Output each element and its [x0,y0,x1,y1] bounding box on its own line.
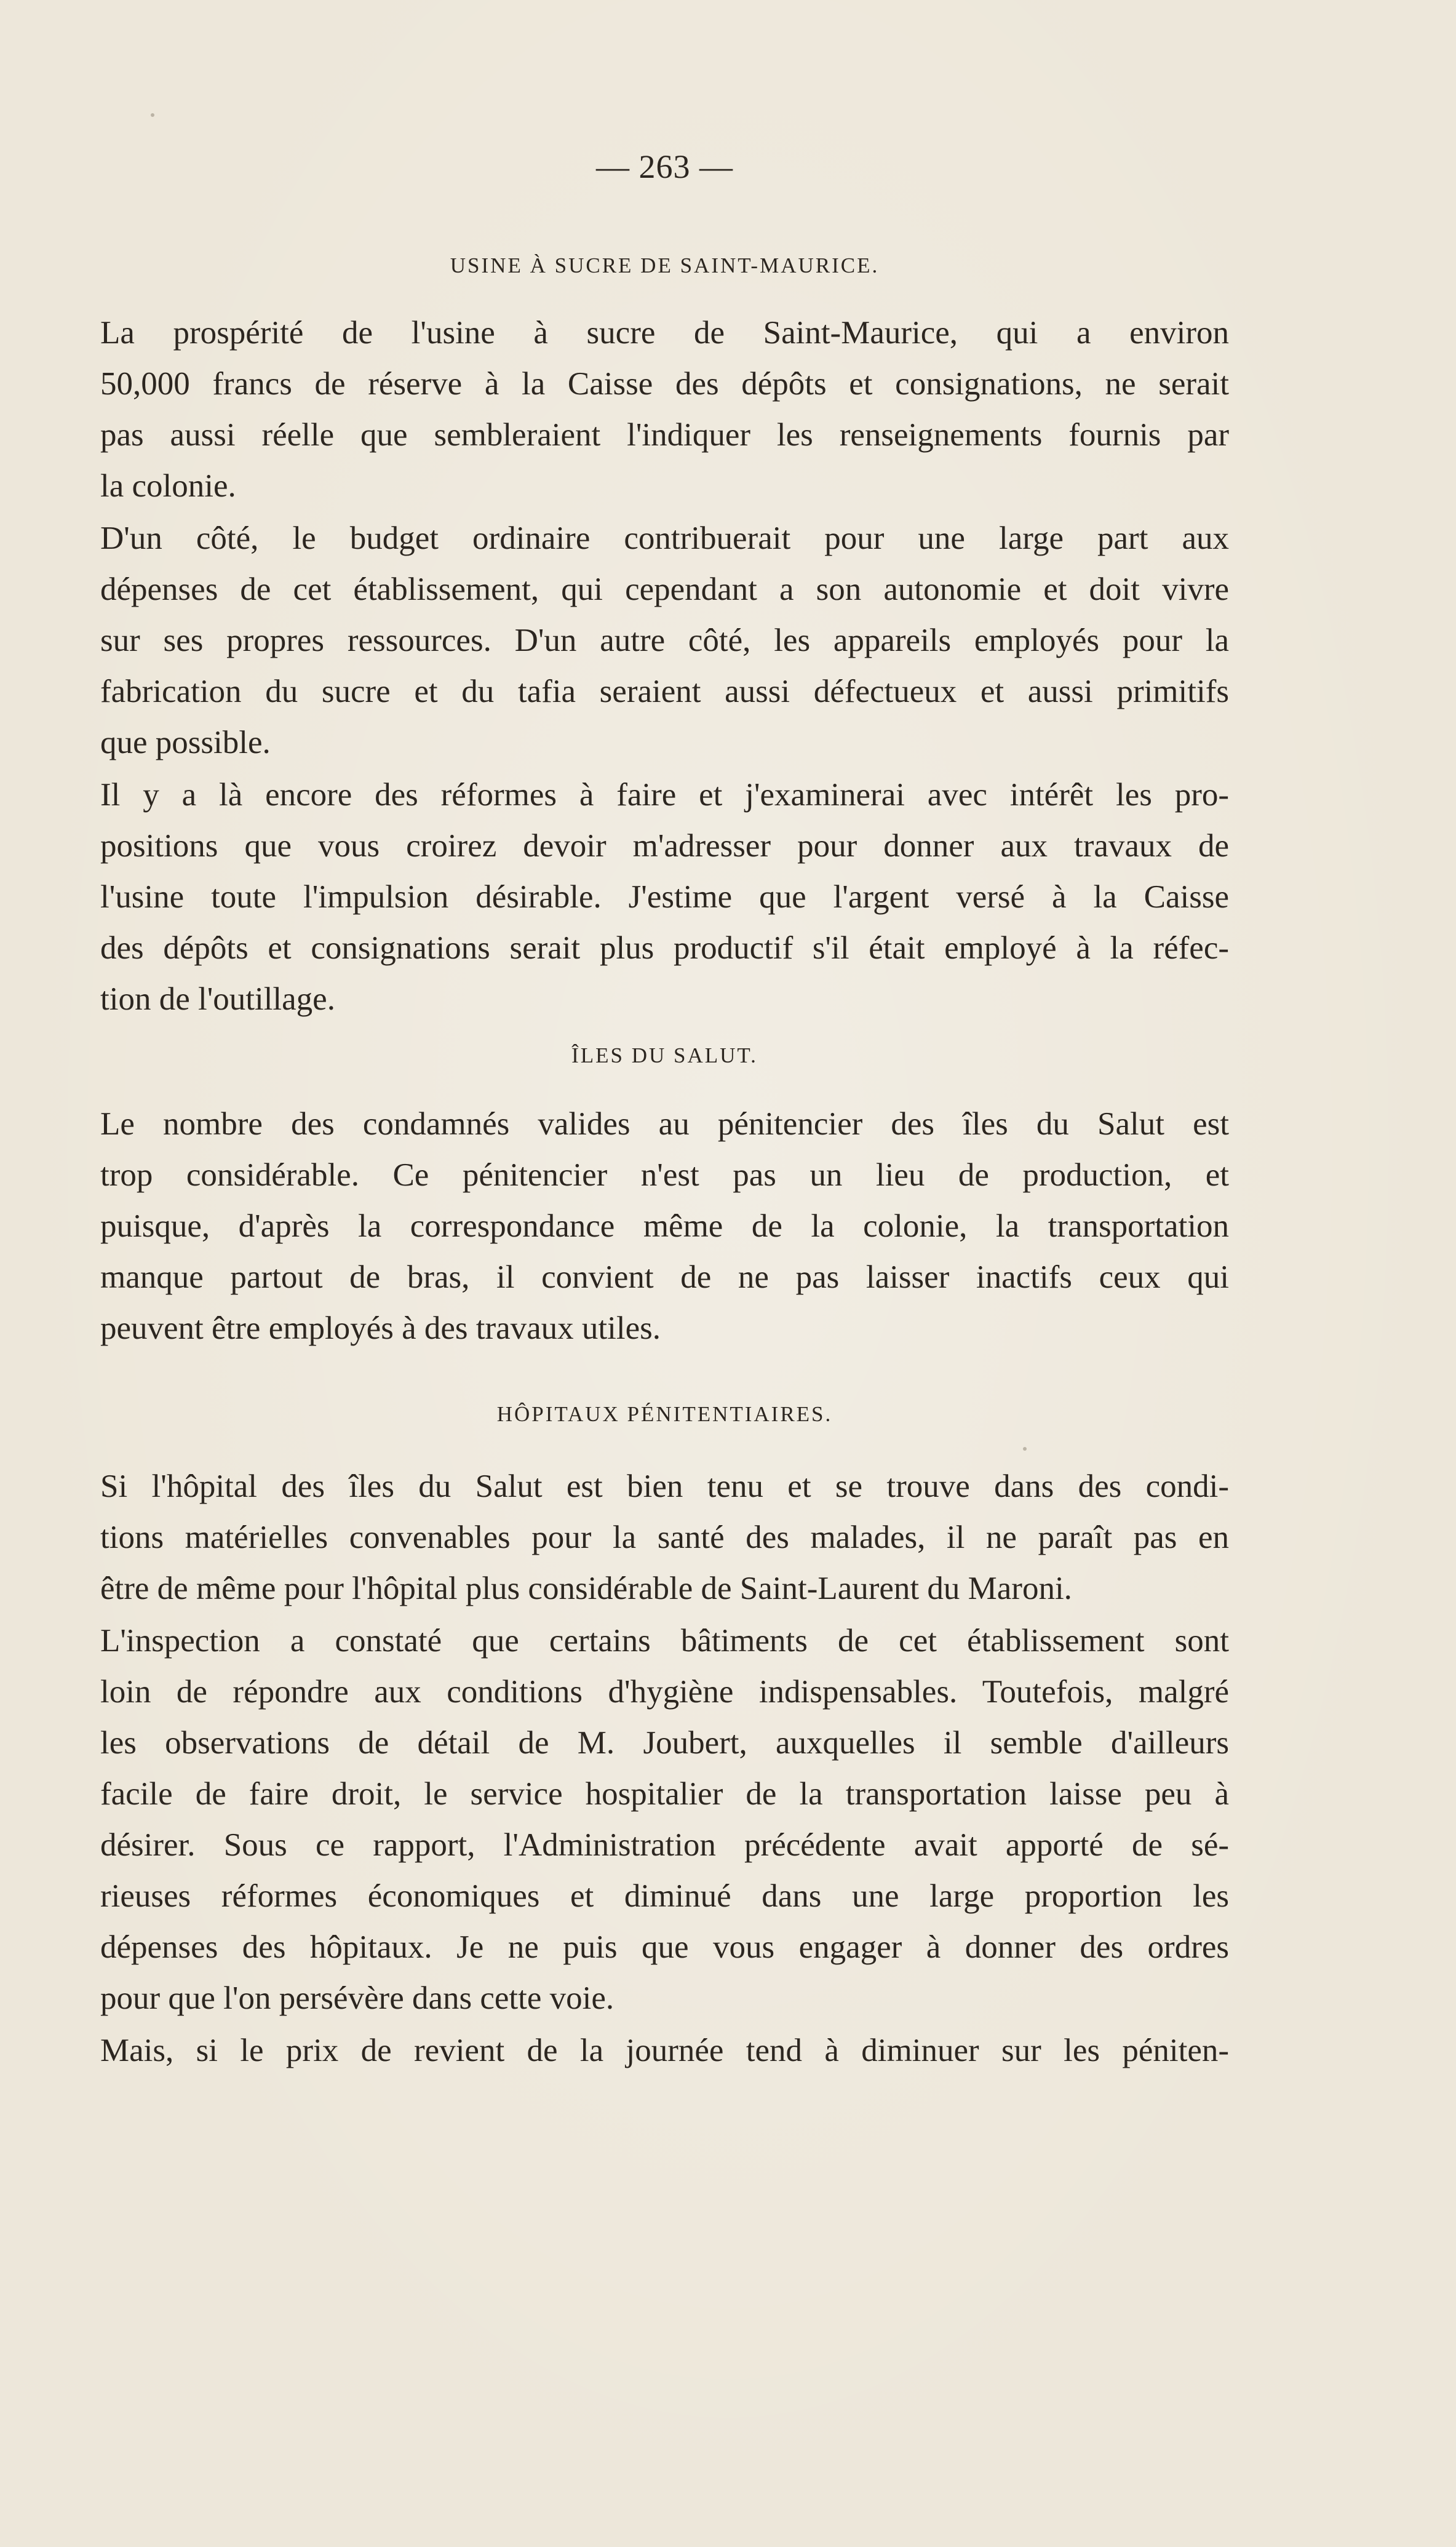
text-line: Mais, si le prix de revient de la journée tend à diminuer sur les péniten- [100,2033,1229,2068]
text-line: pas aussi réelle que sembleraient l'indiquer les renseignements fournis par [100,417,1229,453]
text-line: manque partout de bras, il convient de ne pas laisser inactifs ceux qui [100,1259,1229,1295]
text-line: que possible. [100,725,271,760]
page-content [100,148,1229,2076]
text-line: désirer. Sous ce rapport, l'Administration précédente avait apporté de sé- [100,1827,1229,1863]
paragraph [100,1616,1229,2024]
text-line: des dépôts et consignations serait plus productif s'il était employé à la réfec- [100,930,1229,966]
text-line: D'un côté, le budget ordinaire contribuerait pour une large part aux [100,520,1229,556]
text-line: être de même pour l'hôpital plus considérable de Saint-Laurent du Maroni. [100,1571,1072,1606]
paragraph [100,1461,1229,1614]
text-line: L'inspection a constaté que certains bâtiments de cet établissement sont [100,1623,1229,1659]
text-line: positions que vous croirez devoir m'adresser pour donner aux travaux de [100,828,1229,864]
section-title-hopitaux: HÔPITAUX PÉNITENTIAIRES. [496,1402,833,1426]
text-line: dépenses de cet établissement, qui cependant a son autonomie et doit vivre [100,572,1229,607]
paragraph [100,513,1229,768]
text-line: Il y a là encore des réformes à faire et j'examinerai avec intérêt les pro- [100,777,1229,813]
text-line: tions matérielles convenables pour la santé des malades, il ne paraît pas en [100,1520,1229,1555]
text-line: les observations de détail de M. Joubert, auxquelles il semble d'ailleurs [100,1725,1229,1761]
page-number: — 263 — [596,148,733,185]
text-line: rieuses réformes économiques et diminué dans une large proportion les [100,1878,1229,1914]
text-line: dépenses des hôpitaux. Je ne puis que vous engager à donner des ordres [100,1929,1229,1965]
text-line: facile de faire droit, le service hospitalier de la transportation laisse peu à [100,1776,1229,1812]
text-line: fabrication du sucre et du tafia seraient aussi défectueux et aussi primitifs [100,674,1229,709]
paper-speck [1023,1447,1027,1451]
text-line: sur ses propres ressources. D'un autre côté, les appareils employés pour la [100,623,1229,658]
section-title-usine: USINE À SUCRE DE SAINT-MAURICE. [450,253,880,277]
paragraph [100,2025,1229,2076]
text-line: l'usine toute l'impulsion désirable. J'estime que l'argent versé à la Caisse [100,879,1229,915]
paper-speck [151,113,154,117]
paragraph [100,308,1229,512]
text-line: 50,000 francs de réserve à la Caisse des dépôts et consignations, ne serait [100,366,1229,402]
paragraph [100,1099,1229,1354]
text-line: peuvent être employés à des travaux utiles. [100,1310,661,1346]
text-line: Le nombre des condamnés valides au pénitencier des îles du Salut est [100,1106,1229,1142]
text-line: pour que l'on persévère dans cette voie. [100,1980,615,2016]
text-line: trop considérable. Ce pénitencier n'est pas un lieu de production, et [100,1157,1229,1193]
paragraph [100,770,1229,1025]
section-title-iles: ÎLES DU SALUT. [571,1043,758,1067]
text-line: la colonie. [100,468,236,504]
text-line: loin de répondre aux conditions d'hygiène indispensables. Toutefois, malgré [100,1674,1229,1710]
text-line: Si l'hôpital des îles du Salut est bien tenu et se trouve dans des condi- [100,1469,1229,1504]
text-line: puisque, d'après la correspondance même de la colonie, la transportation [100,1208,1229,1244]
text-line: tion de l'outillage. [100,981,335,1017]
text-line: La prospérité de l'usine à sucre de Saint-Maurice, qui a environ [100,315,1229,351]
